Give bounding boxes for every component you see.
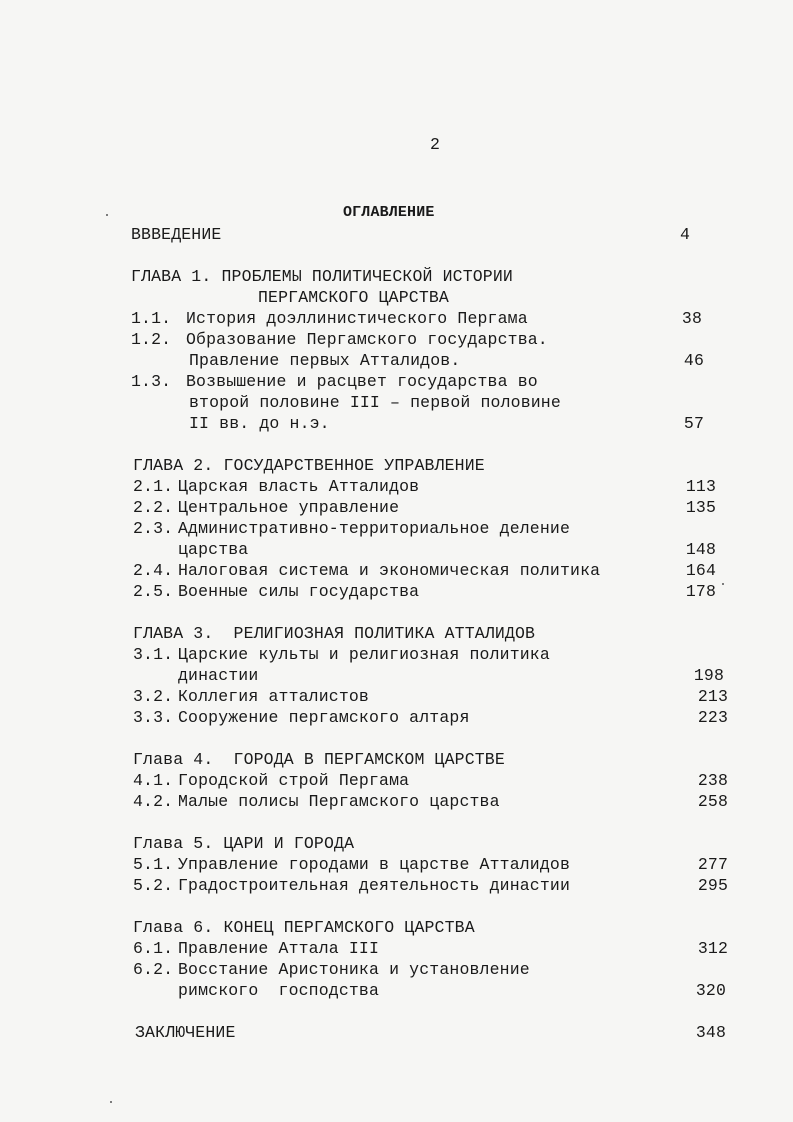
section-title: Военные силы государства xyxy=(178,582,420,601)
section-title-cont: второй половине III – первой половине xyxy=(189,393,561,412)
section-number: 6.2. xyxy=(133,960,174,979)
section-title: Налоговая система и экономическая политика xyxy=(178,561,601,580)
chapter-title: Глава 5. ЦАРИ И ГОРОДА xyxy=(133,834,355,853)
section-title-cont: римского господства xyxy=(178,981,380,1000)
section-page: 135 xyxy=(685,498,716,517)
section-number: 3.2. xyxy=(133,687,174,706)
section-page: 277 xyxy=(697,855,728,874)
section-title: Центральное управление xyxy=(178,498,400,517)
chapter-title: Глава 4. ГОРОДА В ПЕРГАМСКОМ ЦАРСТВЕ xyxy=(133,750,505,769)
scan-speck xyxy=(106,214,108,216)
page-number: 2 xyxy=(430,135,441,154)
section-title: Градостроительная деятельность династии xyxy=(178,876,571,895)
section-page: 223 xyxy=(697,708,728,727)
scan-speck xyxy=(110,1101,112,1103)
section-number: 2.1. xyxy=(133,477,174,496)
section-title: Правление Аттала III xyxy=(178,939,380,958)
section-title: Коллегия атталистов xyxy=(178,687,369,706)
conclusion-page: 348 xyxy=(695,1023,726,1042)
section-page: 320 xyxy=(695,981,726,1000)
section-page: 46 xyxy=(683,351,704,370)
section-page: 295 xyxy=(697,876,728,895)
section-title: Управление городами в царстве Атталидов xyxy=(178,855,571,874)
section-number: 4.1. xyxy=(133,771,174,790)
section-title: Сооружение пергамского алтаря xyxy=(178,708,470,727)
section-page: 113 xyxy=(685,477,716,496)
section-page: 164 xyxy=(685,561,716,580)
section-title: Восстание Аристоника и установление xyxy=(178,960,530,979)
chapter-title-cont: ПЕРГАМСКОГО ЦАРСТВА xyxy=(258,288,449,307)
section-number: 6.1. xyxy=(133,939,174,958)
intro-page: 4 xyxy=(679,225,690,244)
intro-label: ВВВЕДЕНИЕ xyxy=(131,225,222,244)
section-title: Малые полисы Пергамского царства xyxy=(178,792,500,811)
section-number: 3.3. xyxy=(133,708,174,727)
section-page: 238 xyxy=(697,771,728,790)
section-title: Царская власть Атталидов xyxy=(178,477,420,496)
section-number: 2.2. xyxy=(133,498,174,517)
scan-speck xyxy=(722,583,724,585)
section-title: Образование Пергамского государства. xyxy=(186,330,548,349)
section-number: 3.1. xyxy=(133,645,174,664)
section-number: 5.1. xyxy=(133,855,174,874)
section-page: 57 xyxy=(683,414,704,433)
section-title: История доэллинистического Пергама xyxy=(186,309,528,328)
conclusion-label: ЗАКЛЮЧЕНИЕ xyxy=(135,1023,236,1042)
section-number: 4.2. xyxy=(133,792,174,811)
section-title: Возвышение и расцвет государства во xyxy=(186,372,538,391)
section-number: 2.4. xyxy=(133,561,174,580)
section-number: 1.3. xyxy=(131,372,172,391)
chapter-title: ГЛАВА 3. РЕЛИГИОЗНАЯ ПОЛИТИКА АТТАЛИДОВ xyxy=(133,624,536,643)
chapter-title: ГЛАВА 2. ГОСУДАРСТВЕННОЕ УПРАВЛЕНИЕ xyxy=(133,456,485,475)
section-title-cont: династии xyxy=(178,666,259,685)
chapter-title: Глава 6. КОНЕЦ ПЕРГАМСКОГО ЦАРСТВА xyxy=(133,918,475,937)
section-page: 258 xyxy=(697,792,728,811)
section-page: 38 xyxy=(681,309,702,328)
section-title: Царские культы и религиозная политика xyxy=(178,645,550,664)
section-title: Административно-территориальное деление xyxy=(178,519,571,538)
section-number: 5.2. xyxy=(133,876,174,895)
section-page: 148 xyxy=(685,540,716,559)
section-title-cont: II вв. до н.э. xyxy=(189,414,330,433)
section-title-cont: царства xyxy=(178,540,249,559)
section-number: 1.2. xyxy=(131,330,172,349)
toc-heading: ОГЛАВЛЕНИЕ xyxy=(343,204,435,221)
section-title: Городской строй Пергама xyxy=(178,771,410,790)
chapter-title: ГЛАВА 1. ПРОБЛЕМЫ ПОЛИТИЧЕСКОЙ ИСТОРИИ xyxy=(131,267,513,286)
section-page: 213 xyxy=(697,687,728,706)
section-number: 2.3. xyxy=(133,519,174,538)
section-title-cont: Правление первых Атталидов. xyxy=(189,351,461,370)
section-page: 198 xyxy=(693,666,724,685)
section-page: 312 xyxy=(697,939,728,958)
section-number: 2.5. xyxy=(133,582,174,601)
section-page: 178 xyxy=(685,582,716,601)
section-number: 1.1. xyxy=(131,309,172,328)
